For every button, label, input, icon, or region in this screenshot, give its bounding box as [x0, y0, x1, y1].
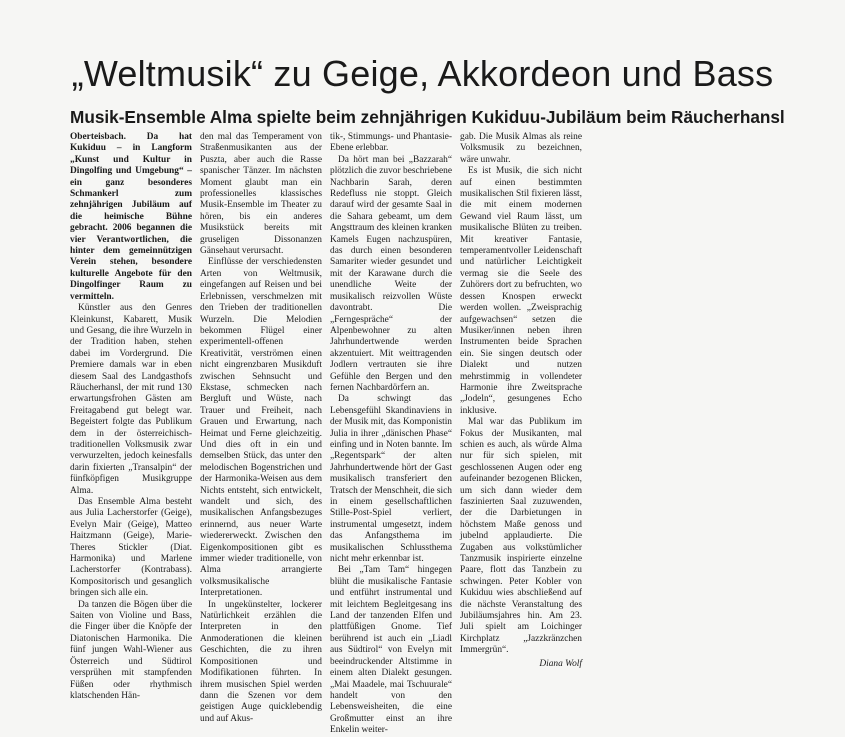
article-column-2 — [200, 132, 322, 724]
article-column-4 — [460, 132, 582, 669]
article-paragraph: Das Ensemble Alma besteht aus Julia Lacherstorfer (Geige), Evelyn Mair (Geige), Matteo Haitzmann (Geige), Marie-Theres Stickler (Diat. Harmonika) und Marlene Lacherstorfer (Kontrabass). Kompositorisch und gesanglich bringen sich alle ein. — [70, 497, 192, 599]
lead-paragraph: Oberteisbach. Da hat Kukiduu – in Langform „Kunst und Kultur in Dingolfing und Umgebung“ – ein ganz besonderes Schmankerl zum zehnjährigen Jubiläum auf die heimische Bühne gebracht. 2006 begannen die vier Verantwortlichen, die hinter dem gemeinnützigen Verein stehen, besondere kulturelle Angebote für den Dingolfinger Raum zu vermitteln. — [70, 132, 192, 302]
article-paragraph: Da hört man bei „Bazzarah“ plötzlich die zuvor beschriebene Nachbarin Sarah, deren Redefluss nie stoppt. Gleich darauf wird der gesamte Saal in die Sahara gebeamt, um dem Angsttraum des kleinen kranken Kamels Eugen nachzuspüren, das durch einen besonderen Samariter wieder gesundet und mit der Karawane durch die unendliche Weite der musikalisch reizvollen Wüste davontrabt. Die „Ferngespräche“ der Alpenbewohner zu alten Jahrhundertwende werden akzentuiert. Mit weittragenden Jodlern vertrauten sie ihre Gefühle den Bergen und den fernen Nachbardörfern an. — [330, 154, 452, 393]
article-paragraph: Bei „Tam Tam“ hingegen blüht die musikalische Fantasie und entführt instrumental und mit leichtem Begleitgesang ins Land der tanzenden Elfen und plattfüßigen Gnome. Tief berührend ist auch ein „Liadl aus Südtirol“ von Evelyn mit beeindruckender Altstimme in einem alten Dialekt gesungen. „Mai Maadele, mai Tschuurale“ handelt von den Lebensweisheiten, die eine Großmutter einst an ihre Enkelin weiter- — [330, 565, 452, 736]
headline: „Weltmusik“ zu Geige, Akkordeon und Bass — [71, 53, 774, 94]
article-paragraph: Es ist Musik, die sich nicht auf einen bestimmten musikalischen Stil fixieren lässt, die mit einem modernen Gewand viel Raum lässt, um musikalische Blüten zu treiben. Mit kreativer Fantasie, temperamentvoller Leidenschaft und natürlicher Leichtigkeit vermag sie die Seele des Zuhörers dort zu befruchten, wo dessen Knospen erweckt werden wollen. „Zweisprachig aufgewachsen“ setzen die Musiker/innen neben ihren Instrumenten beide Sprachen ein. Sie singen deutsch oder Dialekt und nutzen mehrstimmig in vollendeter Harmonie ihre Zweitsprache „Jodeln“, gesungenes Echo inklusive. — [460, 166, 582, 416]
article-paragraph: tik-, Stimmungs- und Phantasie-Ebene erlebbar. — [330, 132, 452, 154]
article-body — [70, 132, 840, 736]
article-paragraph: Mal war das Publikum im Fokus der Musikanten, mal schien es auch, als würde Alma nur für sich spielen, mit geschlossenen Augen oder eng aufeinander bezogenen Blicken, um sich dann wieder dem faszinierten Saal zuzuwenden, der die Darbietungen in höchstem Maße genoss und jubelnd applaudierte. Die Zugaben aus volkstümlicher Tanzmusik inspirierte einzelne Paare, flott das Tanzbein zu schwingen. Peter Kobler von Kukiduu wies abschließend auf die nächste Veranstaltung des Jubiläumsjahres hin. Am 23. Juli spielt am Loichinger Kirchplatz „Jazzkränzchen Immergrün“. — [460, 417, 582, 656]
author-byline: Diana Wolf — [539, 658, 582, 669]
article-paragraph: Da tanzen die Bögen über die Saiten von Violine und Bass, die Finger über die Knöpfe der Diatonischen Harmonika. Die fünf jungen Wahl-Wiener aus Österreich und Südtirol versprühen mit stampfenden Füßen oder rhythmisch klatschenden Hän- — [70, 599, 192, 701]
article-column-1 — [70, 132, 192, 701]
subheadline: Musik-Ensemble Alma spielte beim zehnjährigen Kukiduu-Jubiläum beim Räucherhansl — [70, 107, 785, 127]
article-paragraph: den mal das Temperament von Straßenmusikanten aus der Puszta, aber auch die Rasse spanischer Tänzer. Im nächsten Moment glaubt man ein professionelles klassisches Musik-Ensemble im Theater zu hören, bis ein anderes Musikstück bereits mit gruseligen Dissonanzen Gänsehaut verursacht. — [200, 132, 322, 257]
article-column-3 — [330, 132, 452, 736]
article-paragraph: Da schwingt das Lebensgefühl Skandinaviens in der Musik mit, das Komponistin Julia in ihrer „dänischen Phase“ einfing und in Noten bannte. Im „Regentspark“ der alten Jahrhundertwende hört der Gast musikalisch transferiert den Tratsch der Menschheit, die sich in einem gesellschaftlichen Stille-Post-Spiel verliert, instrumental umgesetzt, indem das Anfangsthema im musikalischen Schlussthema nicht mehr erkennbar ist. — [330, 394, 452, 565]
article-paragraph: Einflüsse der verschiedensten Arten von Weltmusik, eingefangen auf Reisen und bei Erlebnissen, verschmelzen mit den Trieben der traditionellen Wurzeln. Die Melodien bekommen Flügel einer experimentell-offenen Kreativität, verströmen einen nicht eingrenzbaren Musikduft zwischen Sehnsucht und Ekstase, schmecken nach Bergluft und Wüste, nach Trauer und Freiheit, nach Grauen und Erwartung, nach Heimat und Ferne gleichzeitig. Und dies oft in ein und demselben Stück, das unter den melodischen Bogenstrichen und der Harmonika-Weisen aus dem Nichts entsteht, sich entwickelt, wandelt und sich, des musikalischen Anfangsbezuges erinnernd, aus neuer Warte wiedererweckt. Zwischen den Eigenkompositionen gibt es immer wieder traditionelle, von Alma arrangierte volksmusikalische Interpretationen. — [200, 257, 322, 599]
article-paragraph: In ungekünstelter, lockerer Natürlichkeit erzählen die Interpreten in den Anmoderationen die kleinen Geschichten, die zu ihren Kompositionen und Modifikationen führten. In ihrem musischen Spiel werden dann die Szenen vor dem geistigen Auge quicklebendig und auf Akus- — [200, 599, 322, 724]
article-paragraph: gab. Die Musik Almas als reine Volksmusik zu bezeichnen, wäre unwahr. — [460, 132, 582, 165]
article-paragraph: Künstler aus den Genres Kleinkunst, Kabarett, Musik und Gesang, die ihre Wurzeln in der Tradition haben, stehen dabei im Vordergrund. Die Premiere damals war in eben diesem Saal des Landgasthofs Räucherhansl, der mit rund 130 erwartungsfrohen Gästen am Freitagabend gut belegt war. Begeistert folgte das Publikum dem in der österreichisch-traditionellen Volksmusik zwar verwurzelten, jedoch keinesfalls darin fixierten „Transalpin“ der fünfköpfigen Musikgruppe Alma. — [70, 303, 192, 496]
